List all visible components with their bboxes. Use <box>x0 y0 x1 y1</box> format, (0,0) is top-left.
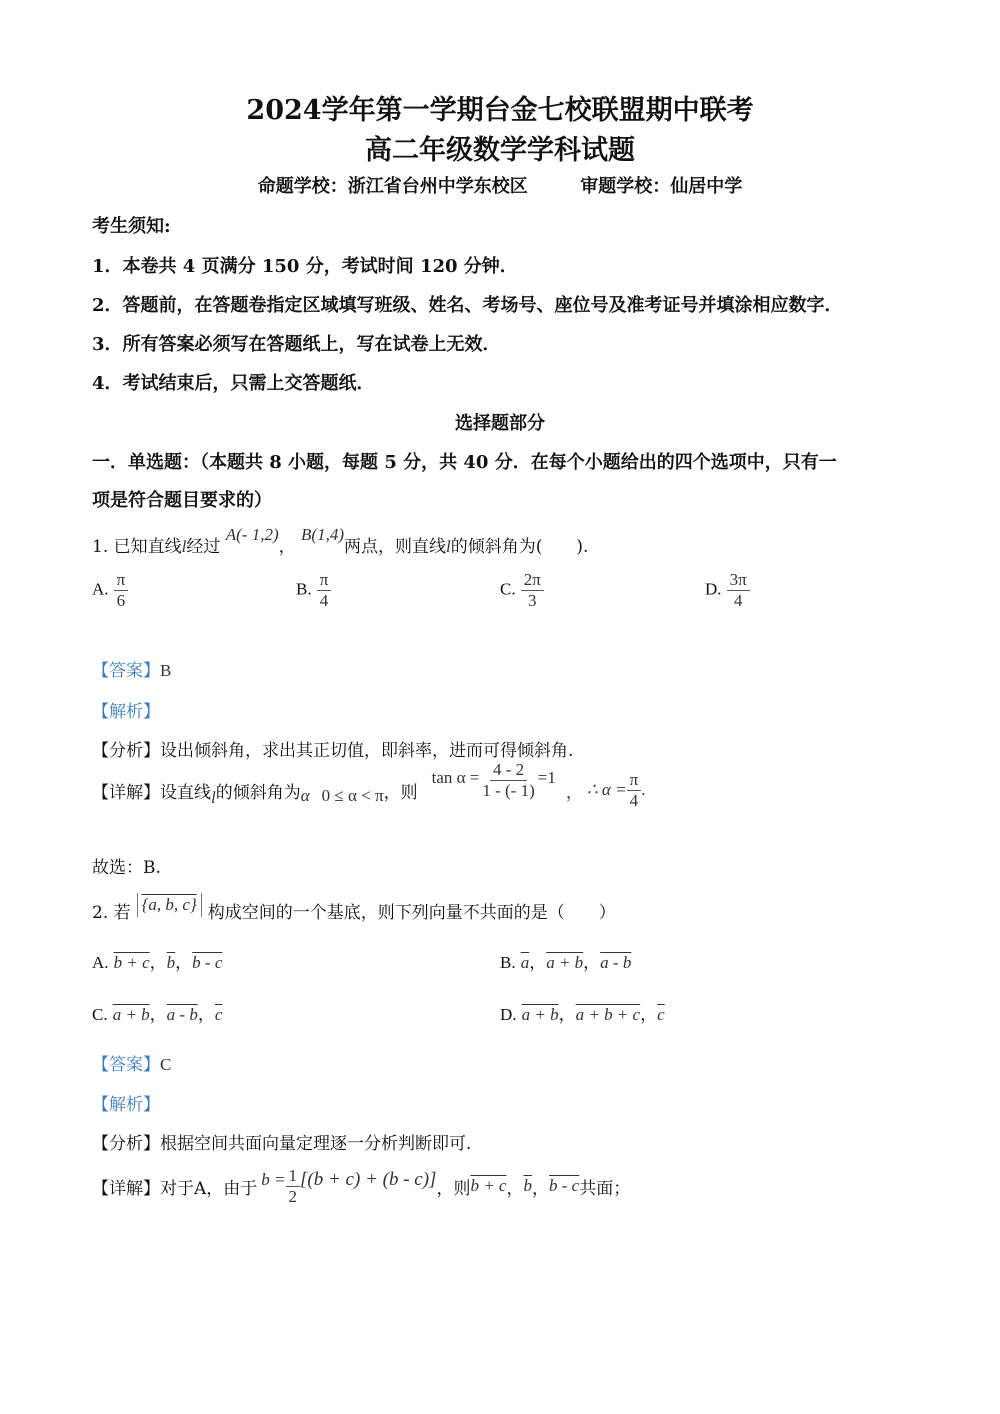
school-info <box>0 172 1000 198</box>
q1-option-a: A. $\frac{\pi}{6}$ <box>92 570 128 610</box>
reviewer-school: 审题学校：仙居中学 <box>580 176 743 197</box>
basis-set: {a, b, c} <box>137 893 202 917</box>
q2-analysis-tag: 【解析】 <box>92 1095 160 1115</box>
section-heading-line1: 一．单选题：（本题共 8 小题，每题 5 分，共 40 分．在每个小题给出的四个选项中，只有一 <box>92 452 837 473</box>
q1-option-c: C. $\frac{2\pi}{3}$ <box>500 570 544 610</box>
fraction: $\frac{3\pi}{4}$ <box>727 570 750 610</box>
fraction: $\frac{\pi}{4}$ <box>317 570 332 610</box>
q1-detail: 【详解】 设直线 l 的倾斜角为 α 0 ≤ α < π ，则 tan α = $\frac{4 - 2}{1 - (- 1)}$ =1 ， ∴ α = $\frac{\pi}{4}$ . <box>92 760 646 810</box>
q2-stem: 2. 若 {a, b, c} 构成空间的一个基底，则下列向量不共面的是（ ） <box>92 894 616 923</box>
point-a: A(- 1,2) <box>225 525 279 544</box>
q1-choose: 故选：B. <box>92 858 161 878</box>
fraction: $\frac{2\pi}{3}$ <box>521 570 544 610</box>
q2-option-a: A. b + c，$\overline{b}$，b - c <box>92 953 223 973</box>
q2-answer: 【答案】C <box>92 1055 172 1075</box>
q2-option-b: B. $\overline{a}$，a + b，a - b <box>500 953 632 973</box>
angle-range: 0 ≤ α < π <box>321 786 384 806</box>
q2-option-c: C. a + b，a - b，$\overline{c}$ <box>92 1005 223 1025</box>
q1-option-d: D. $\frac{3\pi}{4}$ <box>705 570 750 610</box>
point-b: B(1,4) <box>301 525 345 544</box>
setter-school: 命题学校：浙江省台州中学东校区 <box>257 176 528 197</box>
section-heading-line2: 项是符合题目要求的） <box>92 490 272 511</box>
notice-heading: 考生须知: <box>92 216 171 237</box>
bracket-expression: [(b + c) + (b - c)] <box>300 1169 437 1191</box>
exam-title-line2: 高二年级数学学科试题 <box>365 135 635 166</box>
q2-detail: 【详解】 对于A，由于 b = $\frac{1}{2}$ [(b + c) + (b - c)] ，则 b + c ， $\overline{b}$ ， b - c 共面； <box>92 1166 631 1206</box>
part-title: 选择题部分 <box>455 413 545 434</box>
notice-item: 1．本卷共 4 页满分 150 分，考试时间 120 分钟． <box>92 256 518 277</box>
notice-item: 4．考试结束后，只需上交答题纸． <box>92 373 375 394</box>
q1-option-b: B. $\frac{\pi}{4}$ <box>296 570 331 610</box>
q2-option-d: D. a + b，a + b + c，$\overline{c}$ <box>500 1005 665 1025</box>
q1-answer: 【答案】B <box>92 661 172 681</box>
answer-fraction: $\frac{\pi}{4}$ <box>627 770 642 810</box>
notice-item: 2．答题前，在答题卷指定区域填写班级、姓名、考场号、座位号及准考证号并填涂相应数字． <box>92 295 843 316</box>
q1-fenxi: 【分析】设出倾斜角，求出其正切值，即斜率，进而可得倾斜角. <box>92 741 574 761</box>
half-fraction: $\frac{1}{2}$ <box>286 1166 301 1206</box>
q1-stem: 1. 已知直线l经过 A(- 1,2)， B(1,4)两点，则直线l的倾斜角为( ). <box>92 525 589 557</box>
exam-title-line1: 2024学年第一学期台金七校联盟期中联考 <box>246 95 754 126</box>
tan-fraction: $\frac{4 - 2}{1 - (- 1)}$ <box>482 760 535 800</box>
q2-fenxi: 【分析】根据空间共面向量定理逐一分析判断即可. <box>92 1134 472 1154</box>
notice-item: 3．所有答案必须写在答题纸上，写在试卷上无效． <box>92 334 501 355</box>
q1-analysis-tag: 【解析】 <box>92 702 160 722</box>
fraction: $\frac{\pi}{6}$ <box>114 570 129 610</box>
